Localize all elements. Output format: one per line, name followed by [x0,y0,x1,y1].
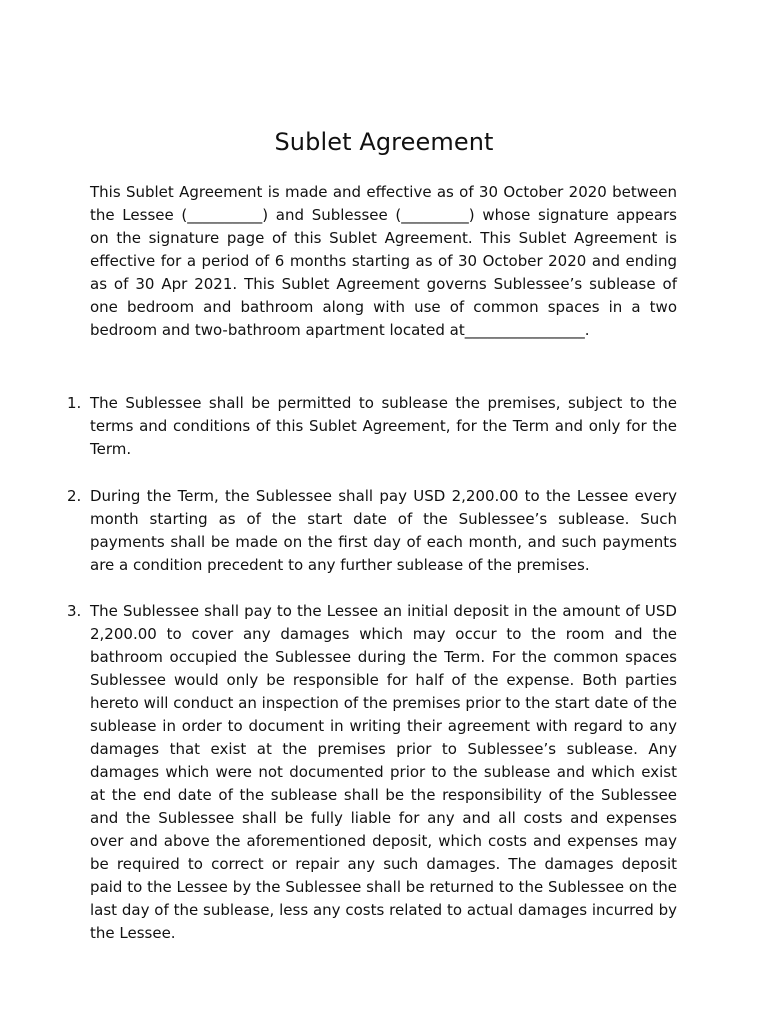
clause-number: 2. [67,487,82,505]
clause-text: During the Term, the Sublessee shall pay USD 2,200.00 to the Lessee every month starting as of the start date of the Sublessee’s sublease. Such payments shall be made on the first day of each month, and such payments are a condition precedent to any further sublease of the premises. [90,487,677,574]
clause-number: 1. [67,394,82,412]
clause-number: 3. [67,602,82,620]
clause-item [67,600,677,945]
clause-item [67,485,677,577]
clause-text: The Sublessee shall be permitted to sublease the premises, subject to the terms and conditions of this Sublet Agreement, for the Term and only for the Term. [90,394,677,458]
clause-item [67,392,677,461]
document-title: Sublet Agreement [274,128,494,156]
clause-text: The Sublessee shall pay to the Lessee an initial deposit in the amount of USD 2,200.00 to cover any damages which may occur to the room and the bathroom occupied the Sublessee during the Term. For the common spaces Sublessee would only be responsible for half of the expense. Both parties hereto will conduct an inspection of the premises prior to the start date of the sublease in order to document in writing their agreement with regard to any damages that exist at the premises prior to Sublessee’s sublease. Any damages which were not documented prior to the sublease and which exist at the end date of the sublease shall be the responsibility of the Sublessee and the Sublessee shall be fully liable for any and all costs and expenses over and above the aforementioned deposit, which costs and expenses may be required to correct or repair any such damages. The damages deposit paid to the Lessee by the Sublessee shall be returned to the Sublessee on the last day of the sublease, less any costs related to actual damages incurred by the Lessee. [90,602,677,942]
intro-paragraph: This Sublet Agreement is made and effective as of 30 October 2020 between the Lessee (__________) and Sublessee (_________) whose signature appears on the signature page of this Sublet Agreement. This Sublet Agreement is effective for a period of 6 months starting as of 30 October 2020 and ending as of 30 Apr 2021. This Sublet Agreement governs Sublessee’s sublease of one bedroom and bathroom along with use of common spaces in a two bedroom and two-bathroom apartment located at________________. [90,183,677,339]
